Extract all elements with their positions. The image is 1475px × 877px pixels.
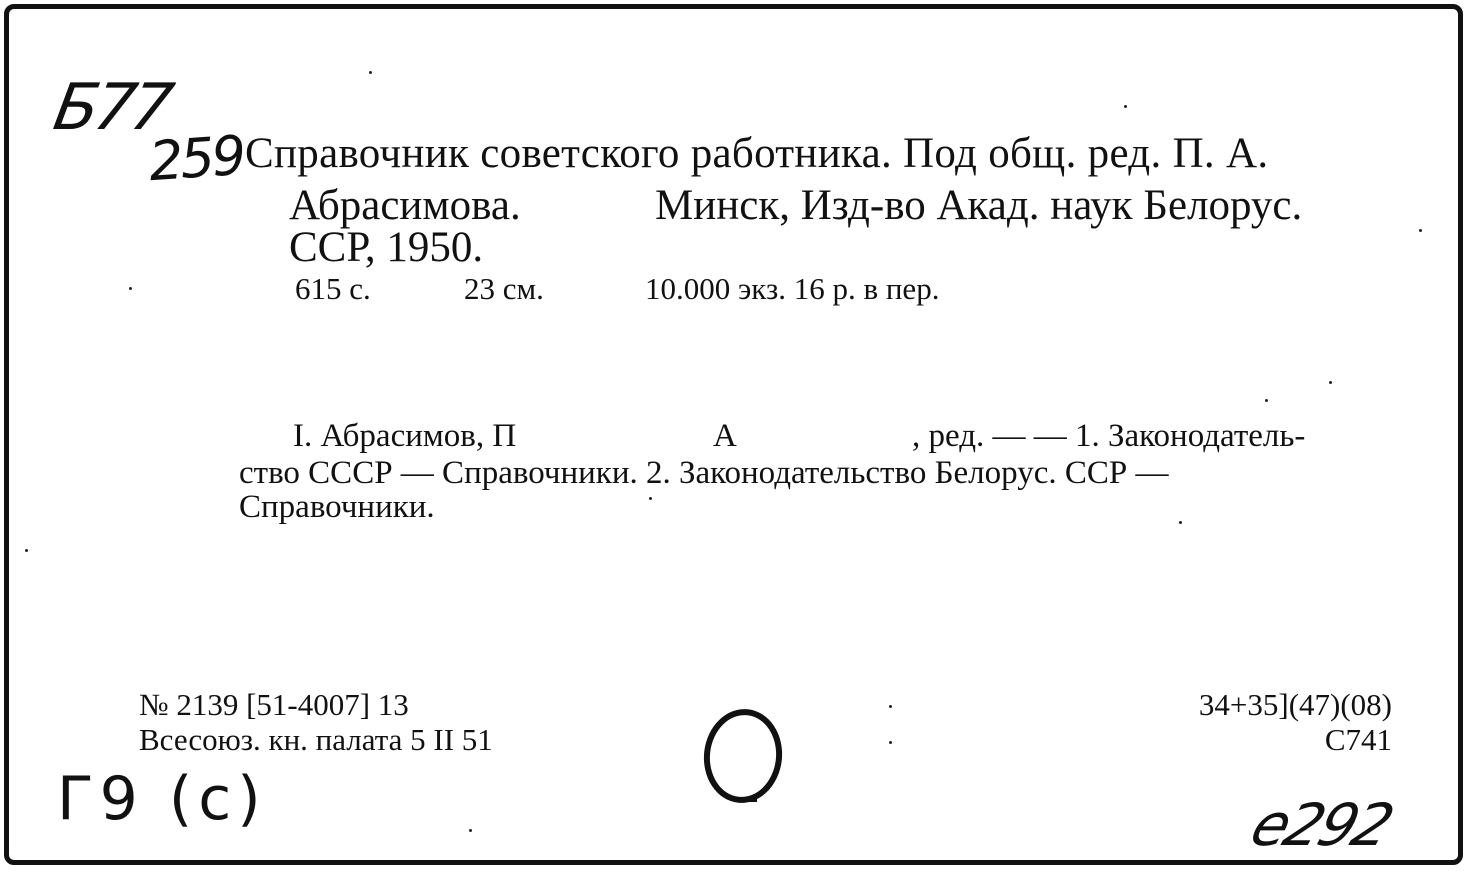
title-line-2-imprint: Минск, Изд-во Акад. наук Белорус. <box>655 182 1303 229</box>
subject-line-2: ство СССР — Справочники. 2. Законодательство Белорус. ССР — <box>239 455 1169 491</box>
speckle <box>889 705 892 708</box>
punch-hole-tail <box>743 797 757 802</box>
book-chamber-line: Всесоюз. кн. палата 5 II 51 <box>139 722 493 757</box>
subject-line-1-rest: , ред. — — 1. Законодатель- <box>912 418 1306 454</box>
collation-size: 23 см. <box>464 271 544 306</box>
call-number-handwritten: Б77 <box>48 71 175 145</box>
speckle <box>369 71 372 74</box>
speckle <box>1124 105 1127 108</box>
title-line-3: ССР, 1950. <box>289 224 484 271</box>
udc-index: 34+35](47)(08) <box>1198 687 1392 722</box>
catalog-card <box>4 4 1463 865</box>
subject-line-1-name: I. Абрасимов, П <box>293 418 517 454</box>
collation-run-price: 10.000 экз. 16 р. в пер. <box>645 271 940 306</box>
speckle <box>1329 381 1332 384</box>
punch-hole-mark <box>699 705 786 807</box>
title-line-1: Справочник советского работника. Под общ. ред. П. А. <box>245 130 1269 177</box>
speckle <box>469 829 472 832</box>
location-mark-handwritten: Г9 (с) <box>57 764 267 834</box>
call-number-sub-handwritten: 259 <box>146 123 246 194</box>
speckle <box>649 497 652 500</box>
speckle <box>1265 399 1268 402</box>
speckle <box>129 287 132 290</box>
collation-pages: 615 с. <box>295 271 371 306</box>
card-number: № 2139 [51-4007] 13 <box>139 687 409 722</box>
title-line-2-editor: Абрасимова. <box>289 182 521 229</box>
subject-line-1-initial: А <box>713 418 737 454</box>
speckle <box>889 741 892 744</box>
speckle <box>1179 521 1182 524</box>
classification-code: С741 <box>1324 722 1392 757</box>
speckle <box>25 549 28 552</box>
speckle <box>1419 229 1422 232</box>
subject-line-3: Справочники. <box>239 489 435 525</box>
inventory-mark-handwritten: е292 <box>1242 791 1400 859</box>
